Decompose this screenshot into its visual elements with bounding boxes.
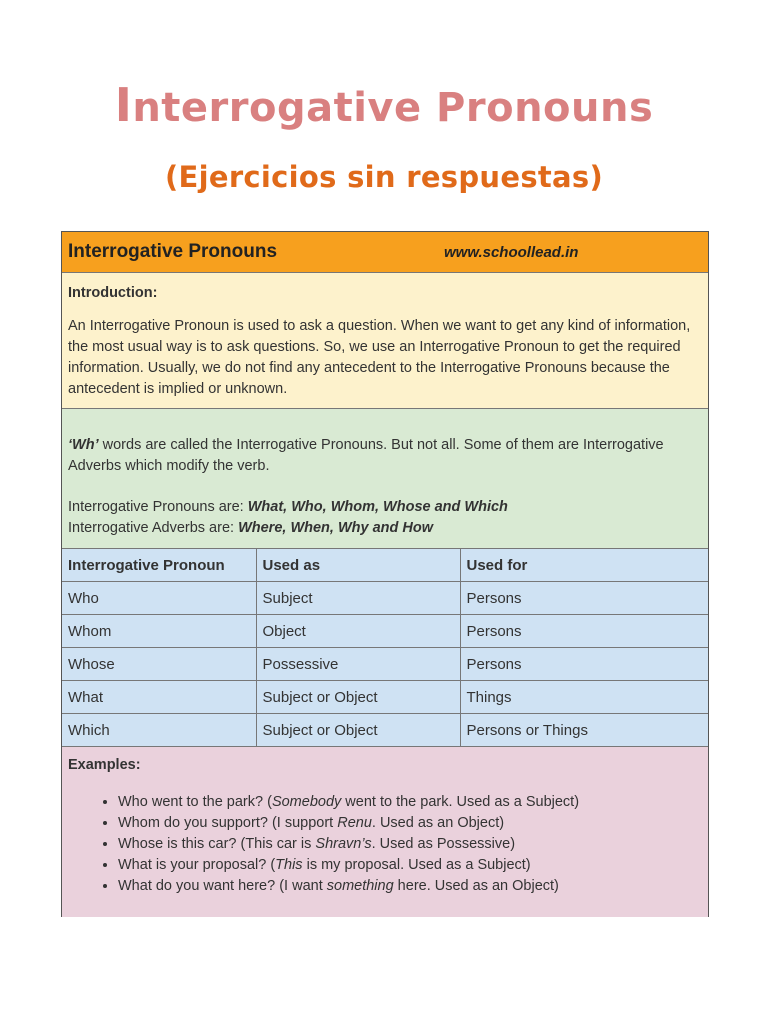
table-cell: Persons	[460, 582, 708, 615]
wh-words-paragraph	[68, 435, 702, 477]
pronouns-label: Interrogative Pronouns are:	[68, 499, 248, 515]
table-cell: Who	[62, 582, 256, 615]
examples-list	[68, 792, 702, 897]
table-header-cell: Used as	[256, 549, 460, 582]
table-cell: Persons or Things	[460, 714, 708, 747]
list-item	[118, 834, 702, 855]
introduction-heading: Introduction:	[68, 285, 158, 301]
example-text: What is your proposal? (	[118, 857, 276, 873]
pronouns-list: What, Who, Whom, Whose and Which	[247, 499, 508, 515]
example-text: is my proposal. Used as a Subject)	[302, 857, 531, 873]
title-rest: nterrogative Pronouns	[132, 85, 654, 131]
table-row	[62, 714, 708, 747]
example-text: . Used as Possessive)	[371, 836, 516, 852]
table-cell: Whose	[62, 648, 256, 681]
adverbs-line	[68, 518, 702, 539]
example-text: Whose is this car? (This car is	[118, 836, 316, 852]
table-cell: Whom	[62, 615, 256, 648]
example-text: What do you want here? (I want	[118, 878, 327, 894]
table-row	[62, 681, 708, 714]
list-item	[118, 813, 702, 834]
example-italic: something	[326, 878, 394, 894]
example-italic: Shravn’s	[315, 836, 372, 852]
examples-heading: Examples:	[68, 757, 141, 773]
table-row	[62, 615, 708, 648]
adverbs-list: Where, When, Why and How	[238, 520, 434, 536]
sheet-header-url: www.schoollead.in	[444, 243, 579, 261]
example-text: . Used as an Object)	[371, 815, 505, 831]
list-item	[118, 876, 702, 897]
wh-words-text: words are called the Interrogative Pronouns. But not all. Some of them are Interrogative Adverbs which modify the verb.	[68, 437, 664, 474]
table-header-row	[62, 549, 708, 582]
example-italic: Renu	[337, 815, 372, 831]
example-text: Who went to the park? (	[118, 794, 272, 810]
worksheet	[61, 231, 709, 917]
table-cell: Subject	[256, 582, 460, 615]
adverbs-label: Interrogative Adverbs are:	[68, 520, 239, 536]
table-cell: Object	[256, 615, 460, 648]
sheet-header	[62, 232, 708, 273]
wh-word: ‘Wh’	[68, 437, 99, 453]
table-header-cell: Interrogative Pronoun	[62, 549, 256, 582]
title-first-letter: I	[114, 78, 133, 132]
examples-section	[62, 747, 708, 917]
table-cell: Persons	[460, 615, 708, 648]
table-cell: Subject or Object	[256, 714, 460, 747]
page-subtitle: (Ejercicios sin respuestas)	[164, 160, 604, 194]
table-row	[62, 648, 708, 681]
example-text: here. Used as an Object)	[393, 878, 559, 894]
table-cell: Persons	[460, 648, 708, 681]
sheet-header-title: Interrogative Pronouns	[68, 241, 278, 262]
pronouns-line	[68, 497, 702, 518]
table-cell: What	[62, 681, 256, 714]
list-item	[118, 792, 702, 813]
introduction-section	[62, 273, 708, 409]
introduction-text: An Interrogative Pronoun is used to ask a question. When we want to get any kind of information, the most usual way is to ask questions. So, we use an Interrogative Pronoun to get the required information. Usually, we do not find any antecedent to the Interrogative Pronouns because the antecedent is implied or unknown.	[68, 318, 691, 397]
wh-words-section	[62, 409, 708, 549]
example-italic: This	[275, 857, 303, 873]
table-cell: Possessive	[256, 648, 460, 681]
table-row	[62, 582, 708, 615]
example-italic: Somebody	[271, 794, 342, 810]
example-text: went to the park. Used as a Subject)	[341, 794, 580, 810]
table-cell: Things	[460, 681, 708, 714]
pronoun-table	[62, 549, 708, 747]
page-title	[0, 78, 768, 132]
list-item	[118, 855, 702, 876]
table-cell: Subject or Object	[256, 681, 460, 714]
table-header-cell: Used for	[460, 549, 708, 582]
table-cell: Which	[62, 714, 256, 747]
example-text: Whom do you support? (I support	[118, 815, 338, 831]
